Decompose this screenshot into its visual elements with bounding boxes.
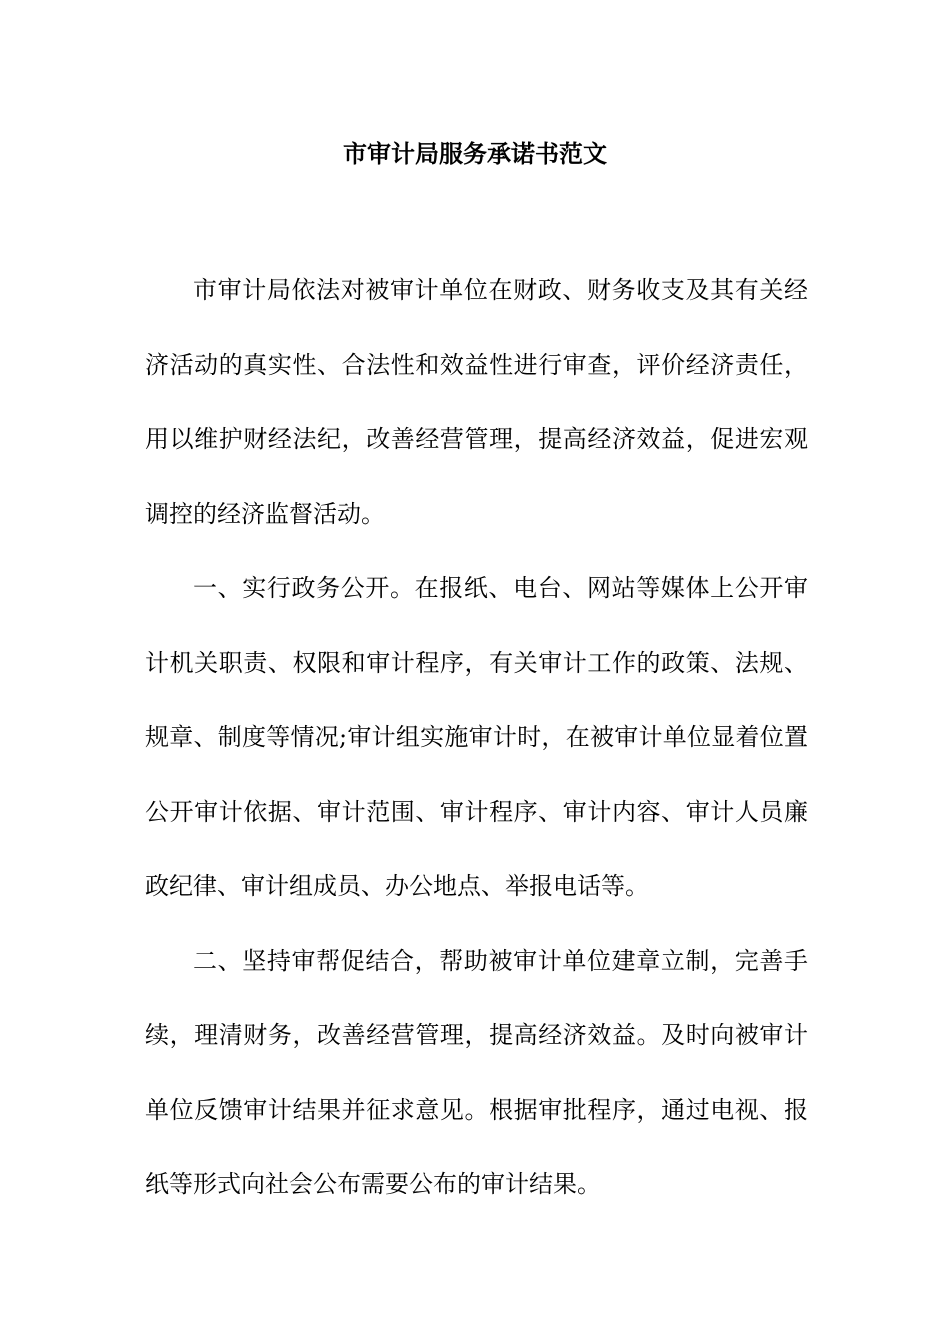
paragraph-intro: 市审计局依法对被审计单位在财政、财务收支及其有关经济活动的真实性、合法性和效益性进行审查，评价经济责任，用以维护财经法纪，改善经营管理，提高经济效益，促进宏观调控的经济监督活动。 xyxy=(145,276,808,528)
document-body xyxy=(145,253,808,1222)
paragraph-item-1: 一、实行政务公开。在报纸、电台、网站等媒体上公开审计机关职责、权限和审计程序，有关审计工作的政策、法规、规章、制度等情况;审计组实施审计时，在被审计单位显着位置公开审计依据、审计范围、审计程序、审计内容、审计人员廉政纪律、审计组成员、办公地点、举报电话等。 xyxy=(145,574,808,900)
paragraph-item-2: 二、坚持审帮促结合，帮助被审计单位建章立制，完善手续，理清财务，改善经营管理，提高经济效益。及时向被审计单位反馈审计结果并征求意见。根据审批程序，通过电视、报纸等形式向社会公布需要公布的审计结果。 xyxy=(145,946,808,1198)
document-title: 市审计局服务承诺书范文 xyxy=(343,139,607,168)
